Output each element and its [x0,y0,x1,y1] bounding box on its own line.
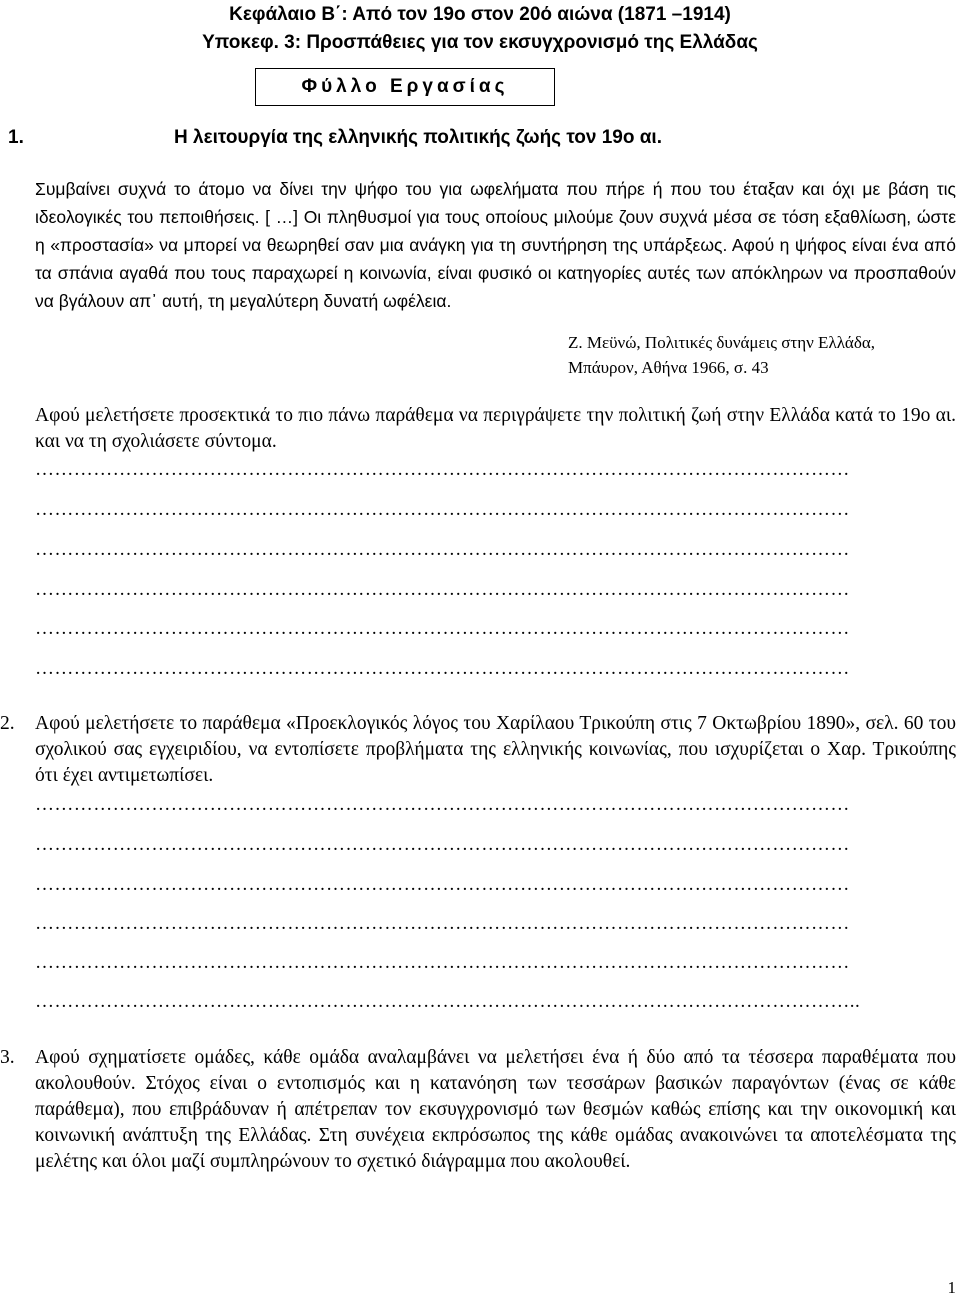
answer-line[interactable]: ……………………………………………………………………………………………………………… [35,875,850,895]
citation-line-2: Μπάυρον, Αθήνα 1966, σ. 43 [568,358,769,377]
answer-line[interactable]: ……………………………………………………………………………………………………………… [35,914,850,934]
citation-line-1: Ζ. Μεϋνώ, Πολιτικές δυνάμεις στην Ελλάδα, [568,333,876,352]
subchapter-title: Υποκεφ. 3: Προσπάθειες για τον εκσυγχρονισμό της Ελλάδας [202,32,758,53]
section2-number: 2. [0,713,15,734]
answer-line[interactable]: ……………………………………………………………………………………………………………… [35,500,850,520]
answer-line[interactable]: ……………………………………………………………………………………………………………… [35,795,850,815]
worksheet-title-box: Φύλλο Εργασίας [255,68,555,106]
section1-number: 1. [8,127,24,148]
section1-quote: Συμβαίνει συχνά το άτομο να δίνει την ψήφο του για ωφελήματα που πήρε ή που του έταξαν και όχι με βάση τις ιδεολογικές του πεποιθήσεις. [ …] Οι πληθυσμοί για τους οποίους μιλούμε ζουν συχνά μέσα σε τόση εξαθλίωση, ώστε η «προστασία» να μπορεί να θεωρηθεί σαν μια ανάγκη για τη συντήρηση της υπάρξεως. Αφού η ψήφος είναι ένα από τα σπάνια αγαθά που τους παραχωρεί η κοινωνία, είναι φυσικό οι κατηγορίες αυτές των απόκληρων να προσπαθούν να βγάλουν απ᾽ αυτή, τη μεγαλύτερη δυνατή ωφέλεια. [35,179,956,311]
section1-title: Η λειτουργία της ελληνικής πολιτικής ζωής τον 19ο αι. [174,127,662,148]
chapter-title: Κεφάλαιο Β΄: Από τον 19ο στον 20ό αιώνα (1871 –1914) [229,4,731,25]
answer-line[interactable]: ……………………………………………………………………………………………………………… [35,835,850,855]
section3-question: Αφού σχηματίσετε ομάδες, κάθε ομάδα αναλαμβάνει να μελετήσει ένα ή δύο από τα τέσσερα παραθέματα που ακολουθούν. Στόχος είναι ο εντοπισμός και η κατανόηση των τεσσάρων βασικών παραγόντων (ένας σε κάθε παράθεμα), που επιβράδυναν ή απέτρεπαν τον εκσυγχρονισμό των θεσμών καθώς επίσης και την οικονομική και κοινωνική ανάπτυξη της Ελλάδας. Στη συνέχεια εκπρόσωπος της κάθε ομάδας ανακοινώνει τα αποτελέσματα της μελέτης και όλοι μαζί συμπληρώνουν το σχετικό διάγραμμα που ακολουθεί. [35,1047,956,1172]
answer-line[interactable]: ……………………………………………………………………………………………………………… [35,460,850,480]
answer-line[interactable]: ……………………………………………………………………………………………………………… [35,580,850,600]
section3-number: 3. [0,1047,15,1068]
page-number: 1 [947,1278,956,1297]
answer-line[interactable]: ……………………………………………………………………………………………………………….. [35,992,861,1012]
section2-question: Αφού μελετήσετε το παράθεμα «Προεκλογικός λόγος του Χαρίλαου Τρικούπη στις 7 Οκτωβρίου 1890», σελ. 60 του σχολικού σας εγχειριδίου, να εντοπίσετε προβλήματα της ελληνικής κοινωνίας, που ισχυρίζεται ο Χαρ. Τρικούπης ότι έχει αντιμετωπίσει. [35,713,956,786]
answer-line[interactable]: ……………………………………………………………………………………………………………… [35,953,850,973]
section1-question: Αφού μελετήσετε προσεκτικά το πιο πάνω παράθεμα να περιγράψετε την πολιτική ζωή στην Ελλάδα κατά το 19ο αι. και να τη σχολιάσετε σύντομα. [35,405,956,452]
answer-line[interactable]: ……………………………………………………………………………………………………………… [35,619,850,639]
answer-line[interactable]: ……………………………………………………………………………………………………………… [35,659,850,679]
quote-citation [568,330,875,380]
answer-line[interactable]: ……………………………………………………………………………………………………………… [35,540,850,560]
